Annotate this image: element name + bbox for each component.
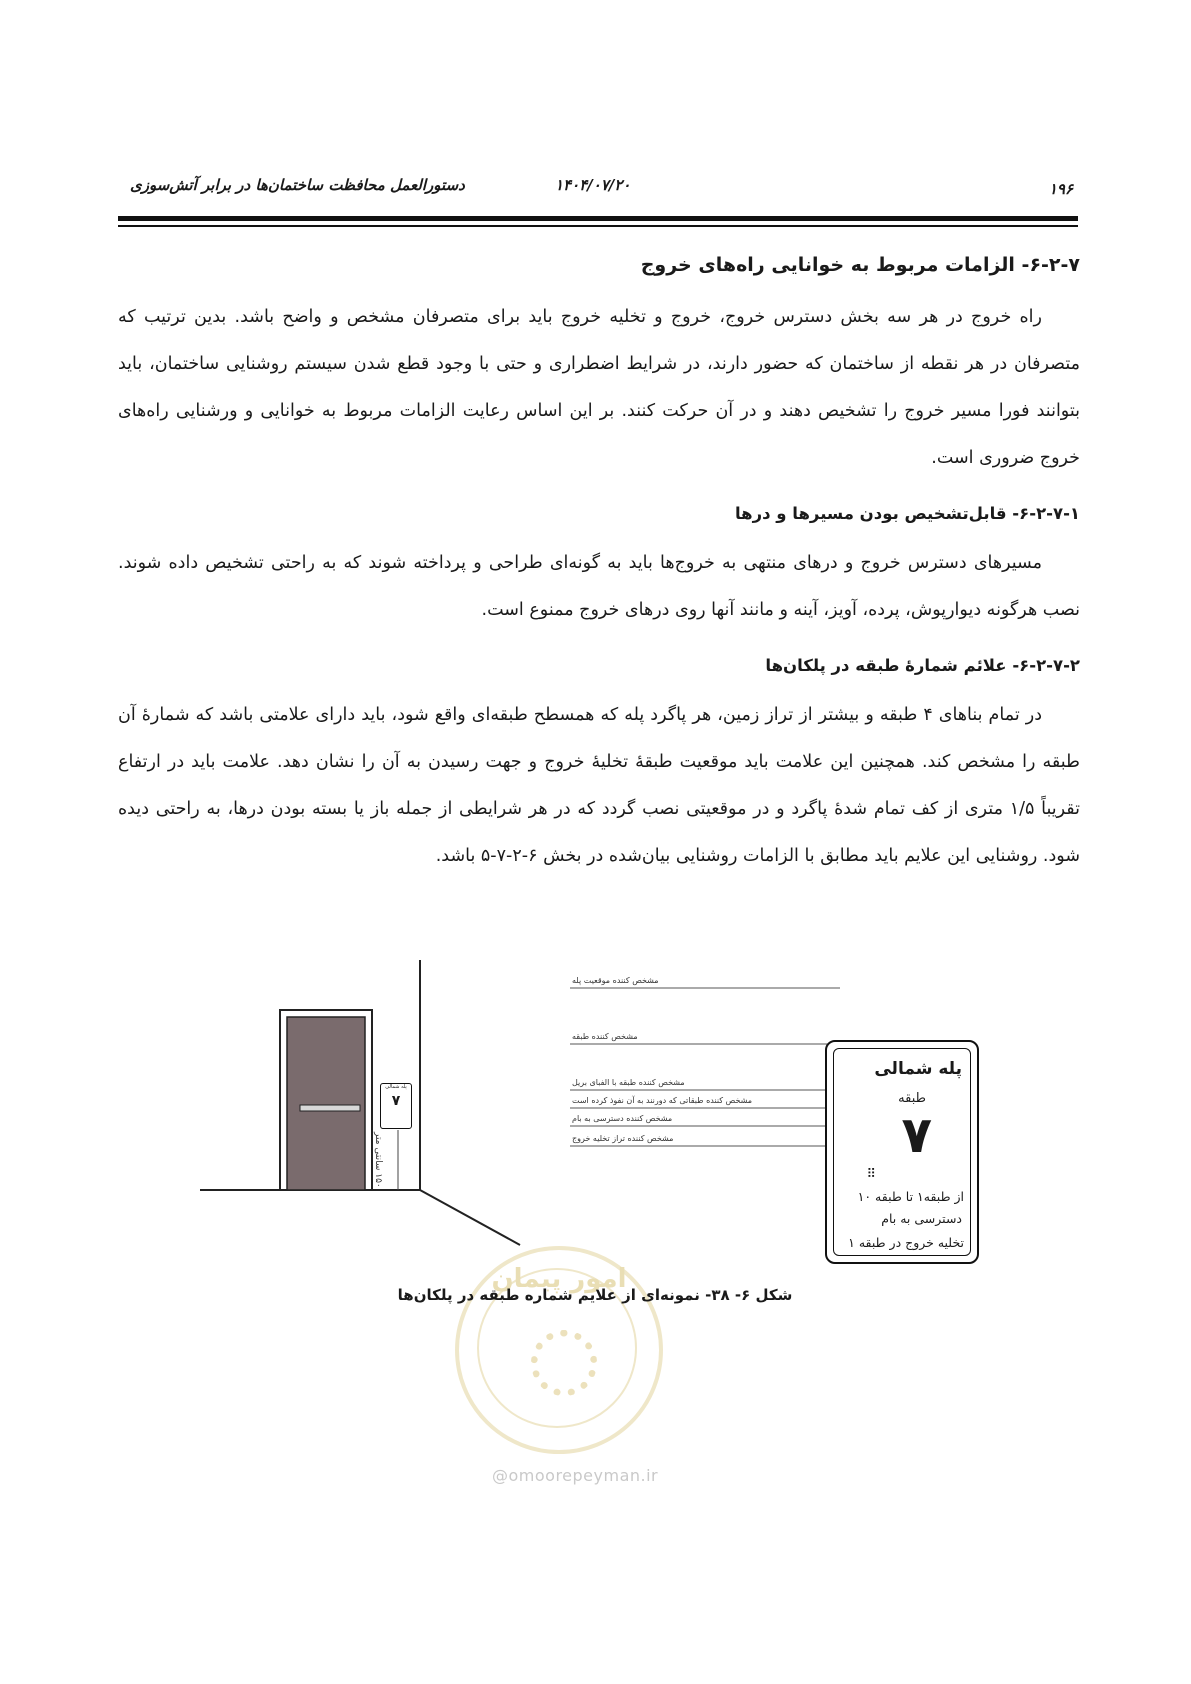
label-roof-access: مشخص کننده دسترسی به بام <box>572 1114 673 1123</box>
height-label: ۱۵۰ سانتی متر <box>373 1132 383 1188</box>
page-content <box>118 240 1080 880</box>
figure-caption: شکل ۶- ۳۸- نمونه‌ای از علایم شماره طبقه در پلکان‌ها <box>397 1286 793 1304</box>
watermark-handle: @omoorepeyman.ir <box>492 1466 659 1485</box>
section-body-6-2-7-2: در تمام بناهای ۴ طبقه و بیشتر از تراز زمین، هر پاگرد پله که همسطح طبقه‌ای واقع شود، باید دارای علامتی باشد که شمارۀ آن طبقه را مشخص کند. همچنین این علامت باید موقعیت طبقۀ تخلیۀ خروج و جهت رسیدن به آن را نشان دهد. علامت باید در ارتفاع تقریباً ۱/۵ متری از کف تمام شدۀ پاگرد و در موقعیتی نصب گردد که در هر شرایطی از جمله باز یا بسته بودن درها، به راحتی دیده شود. روشنایی این علایم باید مطابق با الزامات روشنایی بیان‌شده در بخش ۶-۲-۷-۵ باشد. <box>118 705 1080 866</box>
small-sign-stair-name: پله شمالی <box>385 1084 407 1090</box>
watermark-text: امور پیمان <box>491 1264 627 1294</box>
small-floor-sign <box>380 1083 412 1129</box>
page-number: ۱۹۶ <box>1048 180 1073 198</box>
small-sign-number: ۷ <box>391 1093 401 1109</box>
door-panel <box>287 1017 365 1190</box>
header-title: دستورالعمل محافظت ساختمان‌ها در برابر آتش‌سوزی <box>130 176 465 194</box>
floor-sign-border <box>833 1048 971 1256</box>
label-stair-position: مشخص کننده موقعیت پله <box>572 976 659 985</box>
section-heading-6-2-7: ۶-۲-۷- الزامات مربوط به خوانایی راه‌های خروج <box>640 254 1080 276</box>
floor-sign-detail <box>825 1040 979 1264</box>
section-heading-6-2-7-2: ۶-۲-۷-۲- علائم شمارۀ طبقه در پلکان‌ها <box>765 656 1080 675</box>
label-floor: مشخص کننده طبقه <box>572 1032 638 1041</box>
braille-icon: ⠿ <box>866 1167 876 1182</box>
label-exit-discharge: مشخص کننده تراز تخلیه خروج <box>572 1134 674 1143</box>
floor-corner-line <box>420 1190 520 1245</box>
watermark-seal <box>455 1246 663 1454</box>
door-push-bar <box>300 1105 360 1111</box>
section-body-6-2-7-1: مسیرهای دسترس خروج و درهای منتهی به خروج‌ها باید به گونه‌ای طراحی و پرداخته شوند که به راحتی تشخیص داده شوند. نصب هرگونه دیوارپوش، پرده، آویز، آینه و مانند آنها روی درهای خروج ممنوع است. <box>118 553 1080 620</box>
header-rule-thick <box>118 216 1078 221</box>
sign-floor-number: ۷ <box>901 1106 932 1164</box>
sign-floors-range: از طبقه۱ تا طبقه ۱۰ <box>857 1189 964 1204</box>
running-header <box>130 176 1073 206</box>
label-floors-served: مشخص کننده طبقاتی که دورنند به آن نفوذ کرده است <box>572 1096 753 1105</box>
gear-icon <box>531 1330 597 1396</box>
sign-floor-word: طبقه <box>898 1091 926 1106</box>
sign-exit-discharge: تخلیه خروج در طبقه ۱ <box>848 1235 964 1250</box>
label-braille: مشخص کننده طبقه با الفبای بریل <box>572 1078 685 1087</box>
header-date: ۱۴۰۴/۰۷/۲۰ <box>555 176 631 194</box>
section-body-6-2-7: راه خروج در هر سه بخش دسترس خروج، خروج و تخلیه خروج باید برای متصرفان مشخص و واضح باشد. بدین ترتیب که متصرفان در هر نقطه از ساختمان که حضور دارند، در شرایط اضطراری و حتی با وجود قطع شدن سیستم روشنایی ساختمان، باید بتوانند فورا مسیر خروج را تشخیص دهند و در آن حرکت کنند. بر این اساس رعایت الزامات مربوط به خوانایی و ورشنایی راه‌های خروج ضروری است. <box>118 307 1080 468</box>
sign-stair-name: پله شمالی <box>874 1059 962 1079</box>
section-heading-6-2-7-1: ۶-۲-۷-۱- قابل‌تشخیص بودن مسیرها و درها <box>734 504 1080 523</box>
sign-roof-access: دسترسی به بام <box>881 1211 962 1226</box>
header-rule-thin <box>118 225 1078 227</box>
